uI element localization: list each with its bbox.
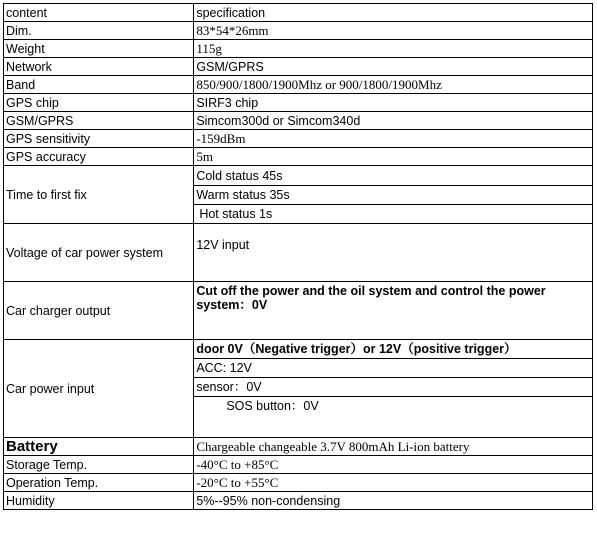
power-input-acc: ACC: 12V bbox=[194, 359, 592, 378]
table-row-time-to-first-fix bbox=[4, 166, 593, 224]
header-content-cell: content bbox=[4, 4, 194, 22]
storage-temp-label: Storage Temp. bbox=[4, 456, 194, 474]
table-row-battery bbox=[4, 438, 593, 456]
weight-label: Weight bbox=[4, 40, 194, 58]
power-input-door: door 0V（Negative trigger）or 12V（positive trigger） bbox=[194, 340, 592, 359]
gps-accuracy-value: 5m bbox=[194, 148, 593, 166]
dim-label: Dim. bbox=[4, 22, 194, 40]
table-row-humidity bbox=[4, 492, 593, 510]
table-row-gsm-gprs bbox=[4, 112, 593, 130]
gsm-gprs-value: Simcom300d or Simcom340d bbox=[194, 112, 593, 130]
battery-value: Chargeable changeable 3.7V 800mAh Li-ion battery bbox=[194, 438, 593, 456]
network-value: GSM/GPRS bbox=[194, 58, 593, 76]
ttff-subtable bbox=[194, 167, 592, 223]
voltage-label: Voltage of car power system bbox=[4, 224, 194, 282]
charger-label: Car charger output bbox=[4, 282, 194, 340]
power-input-sos-button: SOS button：0V bbox=[226, 399, 319, 413]
table-row-gps-accuracy bbox=[4, 148, 593, 166]
table-row-dim bbox=[4, 22, 593, 40]
ttff-values-cell bbox=[194, 166, 593, 224]
table-row-gps-chip bbox=[4, 94, 593, 112]
header-specification-cell: specification bbox=[194, 4, 593, 22]
gps-accuracy-label: GPS accuracy bbox=[4, 148, 194, 166]
gps-chip-label: GPS chip bbox=[4, 94, 194, 112]
dim-value: 83*54*26mm bbox=[194, 22, 593, 40]
ttff-warm-status: Warm status 35s bbox=[194, 185, 592, 204]
table-row-network bbox=[4, 58, 593, 76]
voltage-value: 12V input bbox=[194, 224, 593, 282]
charger-value: Cut off the power and the oil system and control the power system：0V bbox=[194, 282, 593, 340]
battery-label: Battery bbox=[4, 438, 194, 456]
ttff-label: Time to first fix bbox=[4, 166, 194, 224]
humidity-label: Humidity bbox=[4, 492, 194, 510]
power-input-subtable bbox=[194, 340, 592, 415]
ttff-cold-status: Cold status 45s bbox=[194, 167, 592, 186]
network-label: Network bbox=[4, 58, 194, 76]
table-row-weight bbox=[4, 40, 593, 58]
gps-sensitivity-value: -159dBm bbox=[194, 130, 593, 148]
operation-temp-label: Operation Temp. bbox=[4, 474, 194, 492]
gps-sensitivity-label: GPS sensitivity bbox=[4, 130, 194, 148]
power-input-sensor: sensor：0V bbox=[194, 378, 592, 397]
table-row-car-charger-output bbox=[4, 282, 593, 340]
table-row-voltage bbox=[4, 224, 593, 282]
power-input-values-cell bbox=[194, 340, 593, 438]
gps-chip-value: SIRF3 chip bbox=[194, 94, 593, 112]
table-row-operation-temp bbox=[4, 474, 593, 492]
humidity-value: 5%--95% non-condensing bbox=[194, 492, 593, 510]
table-row-band bbox=[4, 76, 593, 94]
band-label: Band bbox=[4, 76, 194, 94]
table-row-gps-sensitivity bbox=[4, 130, 593, 148]
gsm-gprs-label: GSM/GPRS bbox=[4, 112, 194, 130]
storage-temp-value: -40°C to +85°C bbox=[194, 456, 593, 474]
table-row-storage-temp bbox=[4, 456, 593, 474]
table-header-row bbox=[4, 4, 593, 22]
weight-value: 115g bbox=[194, 40, 593, 58]
table-row-car-power-input bbox=[4, 340, 593, 438]
ttff-hot-status: Hot status 1s bbox=[199, 206, 273, 221]
band-value: 850/900/1800/1900Mhz or 900/1800/1900Mhz bbox=[194, 76, 593, 94]
specification-table bbox=[3, 3, 593, 510]
operation-temp-value: -20°C to +55°C bbox=[194, 474, 593, 492]
power-input-label: Car power input bbox=[4, 340, 194, 438]
